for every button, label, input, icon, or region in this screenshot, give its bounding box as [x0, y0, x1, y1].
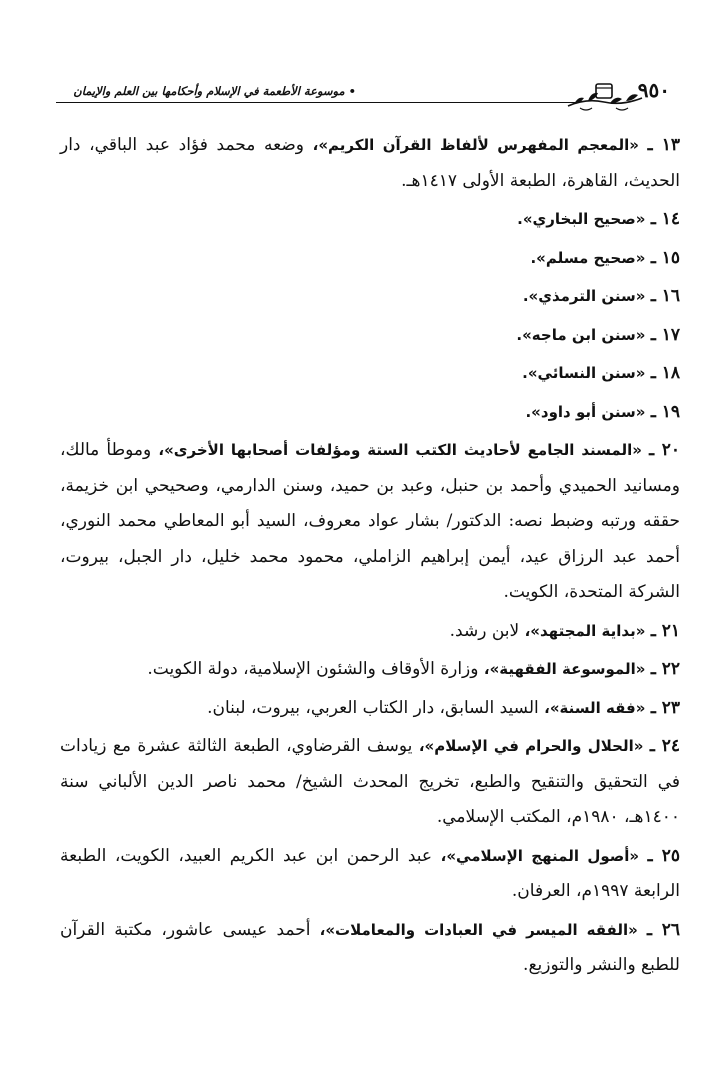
entry-title: «الموسوعة الفقهية»، [483, 660, 646, 678]
page-number: ٩٥٠ [637, 78, 670, 102]
bibliography-entry [60, 395, 680, 431]
bibliography-entry [60, 691, 680, 727]
bibliography-entry [60, 839, 680, 910]
entry-number: ١٥ ـ [650, 247, 680, 268]
entry-number: ٢٤ ـ [649, 736, 681, 756]
bibliography-entry [60, 356, 680, 392]
bibliography-entry [60, 614, 680, 650]
entry-text: عبد الرحمن ابن عبد الكريم العبيد، الكويت، الطبعة الرابعة ١٩٩٧م، العرفان. [60, 845, 680, 901]
bibliography-entry [60, 433, 680, 611]
entry-text: لابن رشد. [449, 620, 520, 641]
entry-number: ٢٠ ـ [649, 440, 680, 460]
floral-ornament-icon [566, 80, 644, 112]
entry-title: «بداية المجتهد»، [524, 621, 646, 640]
bibliography-entry [60, 202, 680, 238]
entry-text: يوسف القرضاوي، الطبعة الثالثة عشرة مع زيادات في التحقيق والتنقيح والطبع، تخريج المحدث الشيخ/ محمد ناصر الدين الألباني سنة ١٤٠٠هـ، ١٩٨٠م، المكتب الإسلامي. [60, 736, 680, 827]
entry-title: «أصول المنهج الإسلامي»، [440, 846, 640, 865]
entry-text: وضعه محمد فؤاد عبد الباقي، دار الحديث، القاهرة، الطبعة الأولى ١٤١٧هـ. [60, 135, 680, 191]
entry-number: ٢٥ ـ [647, 845, 680, 866]
bibliography-entry [60, 729, 680, 836]
entry-title: «صحيح مسلم». [530, 248, 646, 267]
entry-number: ٢١ ـ [650, 620, 680, 641]
entry-text: وموطأ مالك، ومسانيد الحميدي وأحمد بن حنبل، وعبد بن حميد، وسنن الدارمي، وصحيحي ابن خزيمة، حققه ورتبه وضبط نصه: الدكتور/ بشار عواد معروف، السيد أبو المعاطي محمد النوري، أحمد عبد الرزاق عيد، أيمن إبراهيم الزاملي، محمود محمد خليل، دار الجبل، بيروت، الشركة المتحدة، الكويت. [60, 440, 680, 602]
entry-text: السيد السابق، دار الكتاب العربي، بيروت، لبنان. [207, 697, 539, 718]
entry-title: «الحلال والحرام في الإسلام»، [418, 737, 644, 755]
page-header [56, 78, 670, 116]
running-title: • موسوعة الأطعمة في الإسلام وأحكامها بين العلم والإيمان [73, 84, 356, 98]
bibliography-entry [60, 318, 680, 354]
header-rule [56, 102, 576, 103]
bibliography-entry [60, 241, 680, 277]
bibliography-entry [60, 652, 680, 688]
entry-title: «سنن الترمذي». [522, 287, 646, 305]
bibliography-entry [60, 128, 680, 199]
entry-number: ٢٣ ـ [650, 697, 680, 718]
entry-number: ٢٢ ـ [650, 659, 680, 679]
entry-number: ١٧ ـ [650, 324, 680, 345]
entry-title: «سنن النسائي». [522, 364, 646, 382]
entry-number: ١٩ ـ [650, 401, 680, 422]
bibliography-entry [60, 913, 680, 984]
entry-title: «المسند الجامع لأحاديث الكتب الستة ومؤلفات أصحابها الأخرى»، [158, 441, 642, 459]
bibliography-list [60, 128, 680, 987]
entry-title: «سنن أبو داود». [525, 402, 646, 421]
entry-title: «الفقه الميسر في العبادات والمعاملات»، [319, 920, 638, 939]
bibliography-entry [60, 279, 680, 315]
entry-title: «صحيح البخاري». [517, 210, 646, 228]
entry-number: ١٦ ـ [650, 286, 680, 306]
entry-title: «المعجم المفهرس لألفاظ القرآن الكريم»، [312, 136, 639, 154]
entry-number: ١٤ ـ [650, 209, 680, 229]
entry-number: ١٨ ـ [650, 363, 680, 383]
entry-text: أحمد عيسى عاشور، مكتبة القرآن للطبع والنشر والتوزيع. [60, 919, 680, 975]
entry-title: «سنن ابن ماجه». [516, 325, 646, 344]
entry-number: ٢٦ ـ [647, 919, 680, 940]
entry-title: «فقه السنة»، [544, 698, 646, 717]
entry-text: وزارة الأوقاف والشئون الإسلامية، دولة الكويت. [147, 659, 479, 679]
entry-number: ١٣ ـ [647, 135, 680, 155]
